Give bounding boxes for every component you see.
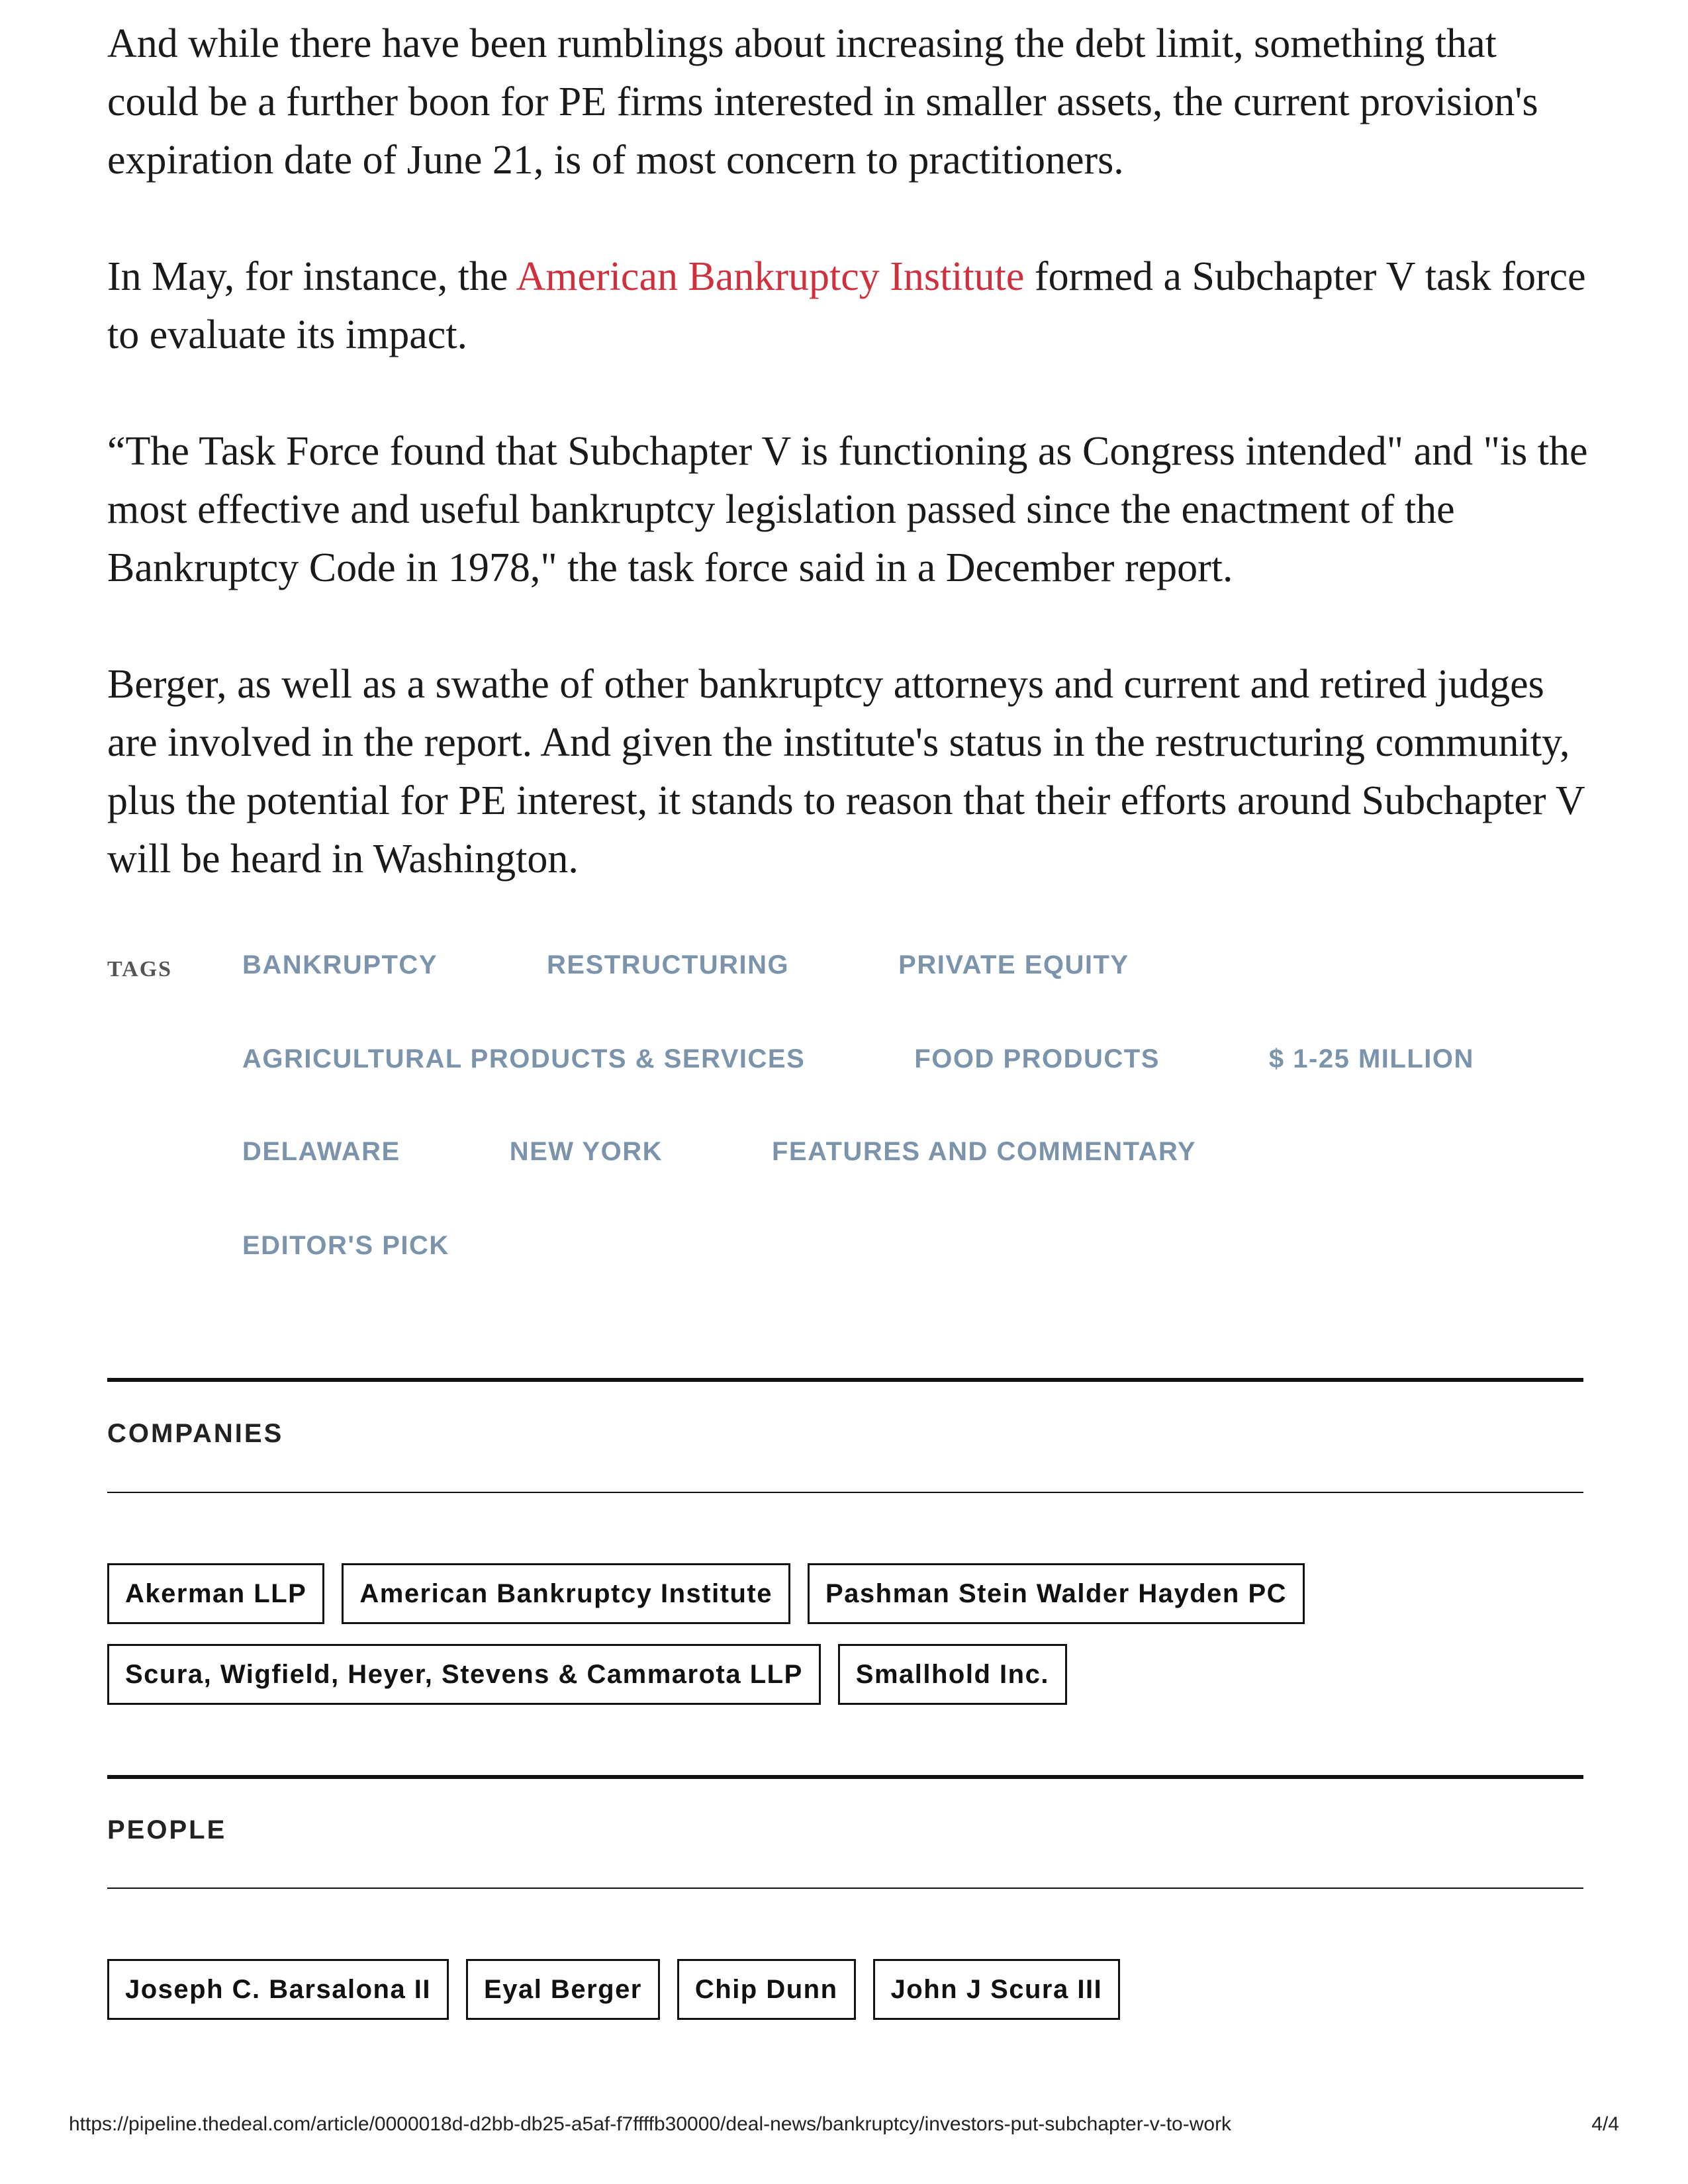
companies-bottom-divider bbox=[107, 1492, 1583, 1493]
paragraph-text: In May, for instance, the bbox=[107, 254, 516, 299]
companies-chip-row bbox=[107, 1563, 1322, 1624]
article-body bbox=[107, 15, 1590, 946]
people-title: PEOPLE bbox=[107, 1815, 227, 1844]
companies-chip-row bbox=[107, 1644, 1084, 1705]
paragraph-text: formed a Subchapter V task force to evaluate its impact. bbox=[107, 254, 1586, 357]
paragraph: And while there have been rumblings about increasing the debt limit, something that could be a further boon for PE firms interested in smaller assets, the current provision's expiration date of June 21, is of most concern to practitioners. bbox=[107, 21, 1538, 183]
page-url: https://pipeline.thedeal.com/article/0000018d-d2bb-db25-a5af-f7ffffb30000/deal-news/bankruptcy/investors-put-subchapter-v-to-work bbox=[69, 2113, 1232, 2135]
paragraph: “The Task Force found that Subchapter V is functioning as Congress intended" and "is the most effective and useful bankruptcy legislation passed since the enactment of the Bankruptcy Code in 1978," the task force said in a December report. bbox=[107, 429, 1588, 590]
people-chip-row bbox=[107, 1959, 1137, 2020]
paragraph bbox=[107, 248, 1590, 364]
people-bottom-divider bbox=[107, 1888, 1583, 1889]
tag-row bbox=[242, 1231, 559, 1271]
tag-row bbox=[242, 950, 1239, 990]
companies-title: COMPANIES bbox=[107, 1419, 284, 1448]
person-chip[interactable]: Eyal Berger bbox=[466, 1959, 660, 2020]
company-chip[interactable]: American Bankruptcy Institute bbox=[342, 1563, 790, 1624]
tag-link[interactable]: AGRICULTURAL PRODUCTS & SERVICES bbox=[242, 1044, 806, 1073]
tag-link[interactable]: NEW YORK bbox=[509, 1137, 663, 1166]
tag-link[interactable]: FEATURES AND COMMENTARY bbox=[771, 1137, 1197, 1166]
tags-label: TAGS bbox=[107, 957, 173, 981]
american-bankruptcy-institute-link[interactable]: American Bankruptcy Institute bbox=[516, 254, 1025, 299]
company-chip[interactable]: Akerman LLP bbox=[107, 1563, 324, 1624]
paragraph: Berger, as well as a swathe of other bankruptcy attorneys and current and retired judges are involved in the report. And given the institute's status in the restructuring community, plus the potential for PE interest, it stands to reason that their efforts around Subchapter V will be heard in Washington. bbox=[107, 662, 1585, 882]
tag-link[interactable]: $ 1-25 MILLION bbox=[1268, 1044, 1474, 1073]
tag-link[interactable]: RESTRUCTURING bbox=[547, 950, 790, 979]
tag-link[interactable]: FOOD PRODUCTS bbox=[914, 1044, 1160, 1073]
company-chip[interactable]: Smallhold Inc. bbox=[838, 1644, 1067, 1705]
page-number: 4/4 bbox=[1591, 2113, 1619, 2135]
tag-link[interactable]: EDITOR'S PICK bbox=[242, 1231, 449, 1260]
tag-link[interactable]: BANKRUPTCY bbox=[242, 950, 438, 979]
tag-link[interactable]: PRIVATE EQUITY bbox=[898, 950, 1129, 979]
company-chip[interactable]: Pashman Stein Walder Hayden PC bbox=[808, 1563, 1305, 1624]
companies-top-divider bbox=[107, 1378, 1583, 1382]
people-top-divider bbox=[107, 1775, 1583, 1779]
tag-row bbox=[242, 1137, 1305, 1177]
company-chip[interactable]: Scura, Wigfield, Heyer, Stevens & Cammarota LLP bbox=[107, 1644, 821, 1705]
tag-row bbox=[242, 1044, 1583, 1084]
person-chip[interactable]: John J Scura III bbox=[873, 1959, 1121, 2020]
tag-link[interactable]: DELAWARE bbox=[242, 1137, 400, 1166]
person-chip[interactable]: Joseph C. Barsalona II bbox=[107, 1959, 449, 2020]
person-chip[interactable]: Chip Dunn bbox=[677, 1959, 856, 2020]
